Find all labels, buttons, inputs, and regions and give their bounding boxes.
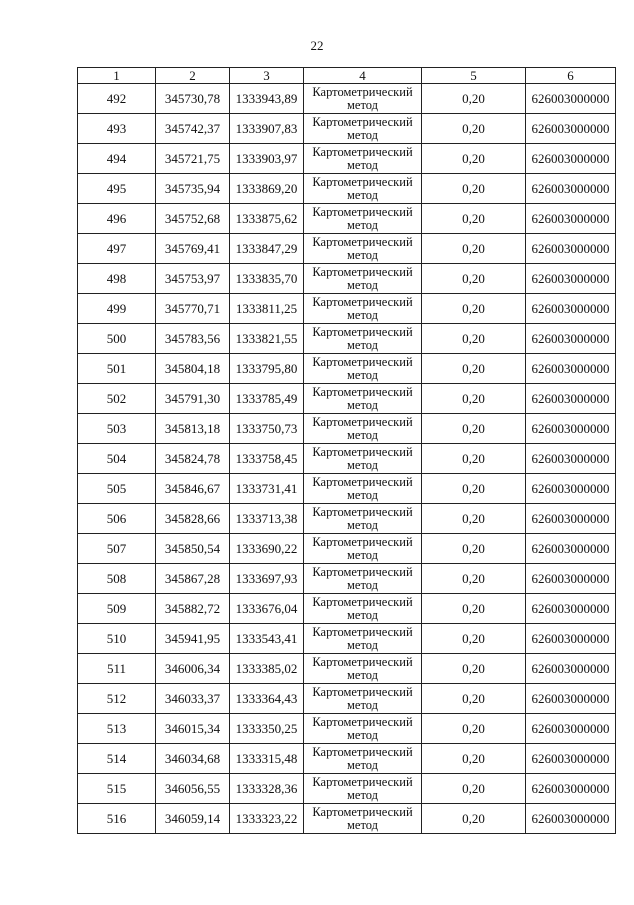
table-row	[78, 114, 616, 144]
x-coordinate-cell: 345730,78	[156, 84, 230, 114]
method-line-2: метод	[346, 667, 378, 682]
method-cell	[304, 804, 422, 834]
column-header-1: 1	[78, 68, 156, 84]
table-row	[78, 444, 616, 474]
x-coordinate-cell: 346006,34	[156, 654, 230, 684]
point-number-cell: 492	[78, 84, 156, 114]
method-cell	[304, 474, 422, 504]
method-line-2: метод	[346, 577, 378, 592]
point-number-cell: 495	[78, 174, 156, 204]
point-number-cell: 515	[78, 774, 156, 804]
point-number-cell: 501	[78, 354, 156, 384]
method-line-1: Картометрический	[312, 414, 413, 429]
table-row	[78, 84, 616, 114]
method-line-1: Картометрический	[312, 804, 413, 819]
table-body	[78, 84, 616, 834]
y-coordinate-cell: 1333323,22	[230, 804, 304, 834]
code-cell: 626003000000	[526, 354, 616, 384]
table-row	[78, 174, 616, 204]
code-cell: 626003000000	[526, 234, 616, 264]
y-coordinate-cell: 1333350,25	[230, 714, 304, 744]
y-coordinate-cell: 1333697,93	[230, 564, 304, 594]
point-number-cell: 508	[78, 564, 156, 594]
accuracy-cell: 0,20	[422, 234, 526, 264]
method-line-2: метод	[346, 637, 378, 652]
code-cell: 626003000000	[526, 414, 616, 444]
method-line-2: метод	[346, 547, 378, 562]
code-cell: 626003000000	[526, 564, 616, 594]
point-number-cell: 516	[78, 804, 156, 834]
table-row	[78, 744, 616, 774]
method-line-2: метод	[346, 457, 378, 472]
y-coordinate-cell: 1333903,97	[230, 144, 304, 174]
x-coordinate-cell: 345846,67	[156, 474, 230, 504]
method-line-1: Картометрический	[312, 294, 413, 309]
method-line-2: метод	[346, 367, 378, 382]
method-cell	[304, 444, 422, 474]
code-cell: 626003000000	[526, 594, 616, 624]
x-coordinate-cell: 345742,37	[156, 114, 230, 144]
x-coordinate-cell: 345753,97	[156, 264, 230, 294]
y-coordinate-cell: 1333847,29	[230, 234, 304, 264]
method-line-1: Картометрический	[312, 534, 413, 549]
method-line-2: метод	[346, 307, 378, 322]
table-row	[78, 804, 616, 834]
table-row	[78, 294, 616, 324]
y-coordinate-cell: 1333821,55	[230, 324, 304, 354]
page-number: 22	[310, 38, 324, 53]
code-cell: 626003000000	[526, 624, 616, 654]
y-coordinate-cell: 1333785,49	[230, 384, 304, 414]
method-cell	[304, 234, 422, 264]
method-line-1: Картометрический	[312, 504, 413, 519]
method-cell	[304, 84, 422, 114]
table-row	[78, 774, 616, 804]
method-line-1: Картометрический	[312, 84, 413, 99]
x-coordinate-cell: 345770,71	[156, 294, 230, 324]
code-cell: 626003000000	[526, 294, 616, 324]
method-cell	[304, 204, 422, 234]
method-line-1: Картометрический	[312, 624, 413, 639]
column-header-3: 3	[230, 68, 304, 84]
method-line-2: метод	[346, 607, 378, 622]
table-header	[78, 68, 616, 84]
method-line-1: Картометрический	[312, 144, 413, 159]
method-cell	[304, 264, 422, 294]
code-cell: 626003000000	[526, 444, 616, 474]
method-line-2: метод	[346, 157, 378, 172]
x-coordinate-cell: 346059,14	[156, 804, 230, 834]
method-cell	[304, 114, 422, 144]
x-coordinate-cell: 345828,66	[156, 504, 230, 534]
code-cell: 626003000000	[526, 174, 616, 204]
method-line-2: метод	[346, 127, 378, 142]
method-line-1: Картометрический	[312, 774, 413, 789]
method-line-1: Картометрический	[312, 264, 413, 279]
method-line-2: метод	[346, 517, 378, 532]
table-row	[78, 384, 616, 414]
point-number-cell: 494	[78, 144, 156, 174]
code-cell: 626003000000	[526, 504, 616, 534]
point-number-cell: 513	[78, 714, 156, 744]
y-coordinate-cell: 1333690,22	[230, 534, 304, 564]
accuracy-cell: 0,20	[422, 174, 526, 204]
accuracy-cell: 0,20	[422, 444, 526, 474]
y-coordinate-cell: 1333328,36	[230, 774, 304, 804]
accuracy-cell: 0,20	[422, 744, 526, 774]
accuracy-cell: 0,20	[422, 324, 526, 354]
x-coordinate-cell: 345813,18	[156, 414, 230, 444]
header-row	[78, 68, 616, 84]
y-coordinate-cell: 1333676,04	[230, 594, 304, 624]
accuracy-cell: 0,20	[422, 774, 526, 804]
table-row	[78, 624, 616, 654]
coordinates-table	[77, 67, 616, 834]
table-row	[78, 354, 616, 384]
code-cell: 626003000000	[526, 654, 616, 684]
method-line-2: метод	[346, 397, 378, 412]
y-coordinate-cell: 1333869,20	[230, 174, 304, 204]
point-number-cell: 499	[78, 294, 156, 324]
method-cell	[304, 294, 422, 324]
method-cell	[304, 624, 422, 654]
point-number-cell: 511	[78, 654, 156, 684]
table-row	[78, 414, 616, 444]
point-number-cell: 507	[78, 534, 156, 564]
point-number-cell: 510	[78, 624, 156, 654]
y-coordinate-cell: 1333811,25	[230, 294, 304, 324]
y-coordinate-cell: 1333315,48	[230, 744, 304, 774]
column-header-4: 4	[304, 68, 422, 84]
y-coordinate-cell: 1333750,73	[230, 414, 304, 444]
y-coordinate-cell: 1333875,62	[230, 204, 304, 234]
accuracy-cell: 0,20	[422, 594, 526, 624]
y-coordinate-cell: 1333943,89	[230, 84, 304, 114]
accuracy-cell: 0,20	[422, 414, 526, 444]
table-row	[78, 264, 616, 294]
x-coordinate-cell: 346015,34	[156, 714, 230, 744]
x-coordinate-cell: 345804,18	[156, 354, 230, 384]
accuracy-cell: 0,20	[422, 474, 526, 504]
point-number-cell: 497	[78, 234, 156, 264]
accuracy-cell: 0,20	[422, 684, 526, 714]
method-cell	[304, 714, 422, 744]
accuracy-cell: 0,20	[422, 264, 526, 294]
point-number-cell: 500	[78, 324, 156, 354]
code-cell: 626003000000	[526, 144, 616, 174]
method-line-2: метод	[346, 727, 378, 742]
accuracy-cell: 0,20	[422, 114, 526, 144]
method-cell	[304, 174, 422, 204]
method-cell	[304, 744, 422, 774]
table-row	[78, 594, 616, 624]
method-line-1: Картометрический	[312, 324, 413, 339]
y-coordinate-cell: 1333907,83	[230, 114, 304, 144]
table-row	[78, 564, 616, 594]
x-coordinate-cell: 345850,54	[156, 534, 230, 564]
method-line-1: Картометрический	[312, 174, 413, 189]
method-line-1: Картометрический	[312, 684, 413, 699]
accuracy-cell: 0,20	[422, 384, 526, 414]
method-line-1: Картометрический	[312, 234, 413, 249]
x-coordinate-cell: 345867,28	[156, 564, 230, 594]
point-number-cell: 496	[78, 204, 156, 234]
method-cell	[304, 684, 422, 714]
method-line-2: метод	[346, 337, 378, 352]
code-cell: 626003000000	[526, 534, 616, 564]
method-line-2: метод	[346, 217, 378, 232]
accuracy-cell: 0,20	[422, 714, 526, 744]
code-cell: 626003000000	[526, 264, 616, 294]
point-number-cell: 512	[78, 684, 156, 714]
method-cell	[304, 384, 422, 414]
accuracy-cell: 0,20	[422, 354, 526, 384]
accuracy-cell: 0,20	[422, 294, 526, 324]
method-cell	[304, 564, 422, 594]
method-line-1: Картометрический	[312, 654, 413, 669]
column-header-5: 5	[422, 68, 526, 84]
x-coordinate-cell: 345882,72	[156, 594, 230, 624]
point-number-cell: 498	[78, 264, 156, 294]
method-line-1: Картометрический	[312, 564, 413, 579]
method-cell	[304, 504, 422, 534]
y-coordinate-cell: 1333364,43	[230, 684, 304, 714]
x-coordinate-cell: 345721,75	[156, 144, 230, 174]
code-cell: 626003000000	[526, 804, 616, 834]
method-cell	[304, 654, 422, 684]
method-line-1: Картометрический	[312, 354, 413, 369]
method-line-2: метод	[346, 427, 378, 442]
method-line-2: метод	[346, 757, 378, 772]
table-row	[78, 144, 616, 174]
point-number-cell: 503	[78, 414, 156, 444]
x-coordinate-cell: 345783,56	[156, 324, 230, 354]
method-cell	[304, 144, 422, 174]
method-cell	[304, 414, 422, 444]
table-row	[78, 324, 616, 354]
method-cell	[304, 774, 422, 804]
accuracy-cell: 0,20	[422, 564, 526, 594]
accuracy-cell: 0,20	[422, 204, 526, 234]
x-coordinate-cell: 346056,55	[156, 774, 230, 804]
table-row	[78, 534, 616, 564]
y-coordinate-cell: 1333385,02	[230, 654, 304, 684]
method-cell	[304, 324, 422, 354]
point-number-cell: 505	[78, 474, 156, 504]
x-coordinate-cell: 346033,37	[156, 684, 230, 714]
table-row	[78, 234, 616, 264]
x-coordinate-cell: 345735,94	[156, 174, 230, 204]
code-cell: 626003000000	[526, 114, 616, 144]
code-cell: 626003000000	[526, 204, 616, 234]
x-coordinate-cell: 345791,30	[156, 384, 230, 414]
method-line-1: Картометрический	[312, 384, 413, 399]
method-line-1: Картометрический	[312, 744, 413, 759]
point-number-cell: 509	[78, 594, 156, 624]
column-header-6: 6	[526, 68, 616, 84]
point-number-cell: 504	[78, 444, 156, 474]
table-row	[78, 684, 616, 714]
y-coordinate-cell: 1333543,41	[230, 624, 304, 654]
code-cell: 626003000000	[526, 474, 616, 504]
code-cell: 626003000000	[526, 774, 616, 804]
x-coordinate-cell: 346034,68	[156, 744, 230, 774]
point-number-cell: 493	[78, 114, 156, 144]
code-cell: 626003000000	[526, 324, 616, 354]
accuracy-cell: 0,20	[422, 624, 526, 654]
code-cell: 626003000000	[526, 714, 616, 744]
accuracy-cell: 0,20	[422, 654, 526, 684]
x-coordinate-cell: 345941,95	[156, 624, 230, 654]
y-coordinate-cell: 1333835,70	[230, 264, 304, 294]
x-coordinate-cell: 345752,68	[156, 204, 230, 234]
point-number-cell: 502	[78, 384, 156, 414]
y-coordinate-cell: 1333731,41	[230, 474, 304, 504]
code-cell: 626003000000	[526, 384, 616, 414]
accuracy-cell: 0,20	[422, 144, 526, 174]
x-coordinate-cell: 345769,41	[156, 234, 230, 264]
method-cell	[304, 534, 422, 564]
y-coordinate-cell: 1333713,38	[230, 504, 304, 534]
column-header-2: 2	[156, 68, 230, 84]
y-coordinate-cell: 1333795,80	[230, 354, 304, 384]
code-cell: 626003000000	[526, 684, 616, 714]
table-row	[78, 474, 616, 504]
method-line-1: Картометрический	[312, 714, 413, 729]
table-row	[78, 204, 616, 234]
method-line-2: метод	[346, 187, 378, 202]
x-coordinate-cell: 345824,78	[156, 444, 230, 474]
point-number-cell: 506	[78, 504, 156, 534]
method-line-1: Картометрический	[312, 474, 413, 489]
method-cell	[304, 594, 422, 624]
method-line-2: метод	[346, 817, 378, 832]
method-line-2: метод	[346, 277, 378, 292]
method-line-1: Картометрический	[312, 594, 413, 609]
method-cell	[304, 354, 422, 384]
method-line-2: метод	[346, 487, 378, 502]
accuracy-cell: 0,20	[422, 504, 526, 534]
method-line-1: Картометрический	[312, 114, 413, 129]
table-row	[78, 654, 616, 684]
method-line-2: метод	[346, 97, 378, 112]
table-row	[78, 504, 616, 534]
accuracy-cell: 0,20	[422, 534, 526, 564]
point-number-cell: 514	[78, 744, 156, 774]
accuracy-cell: 0,20	[422, 84, 526, 114]
method-line-1: Картометрический	[312, 204, 413, 219]
method-line-1: Картометрический	[312, 444, 413, 459]
accuracy-cell: 0,20	[422, 804, 526, 834]
method-line-2: метод	[346, 787, 378, 802]
y-coordinate-cell: 1333758,45	[230, 444, 304, 474]
method-line-2: метод	[346, 247, 378, 262]
method-line-2: метод	[346, 697, 378, 712]
code-cell: 626003000000	[526, 744, 616, 774]
table-row	[78, 714, 616, 744]
code-cell: 626003000000	[526, 84, 616, 114]
